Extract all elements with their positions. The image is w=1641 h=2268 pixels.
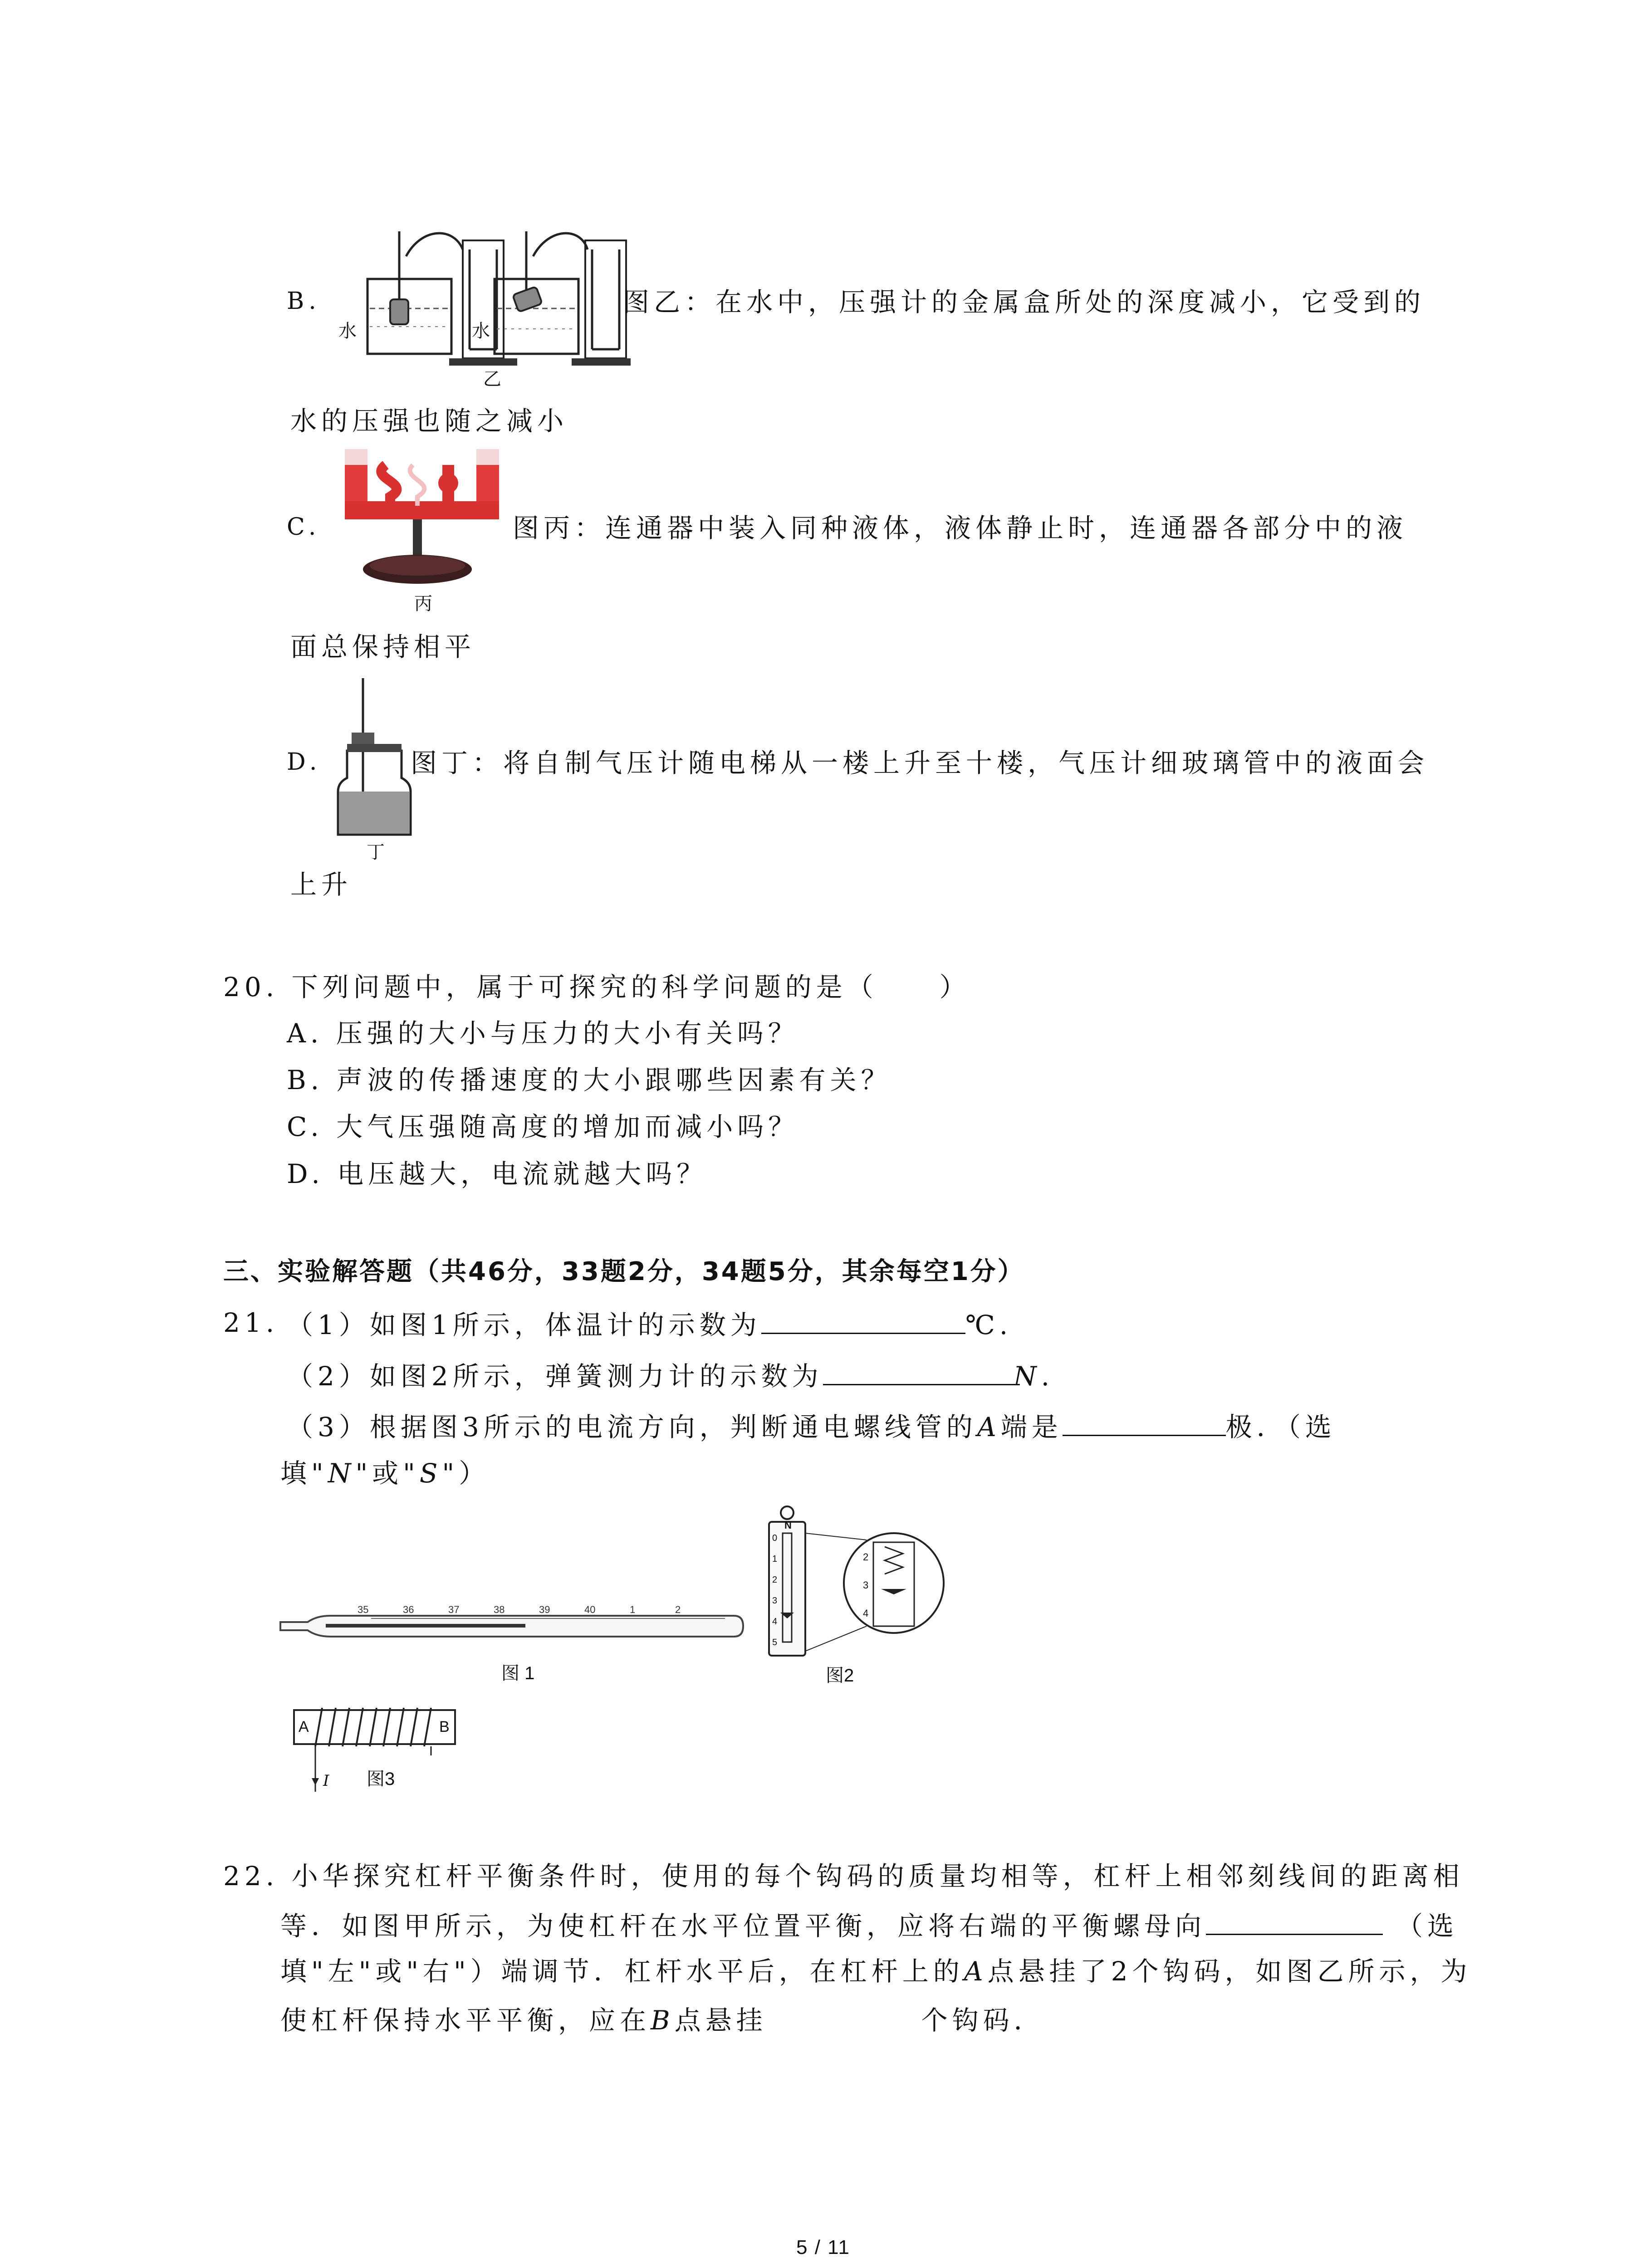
q21-blank-1[interactable] (761, 1306, 965, 1334)
spring-zoom-tick-label: 4 (863, 1608, 869, 1619)
q20-option-a: A. 压强的大小与压力的大小有关吗？ (287, 1018, 799, 1049)
q21-part3-prefix: （3）根据图3所示的电流方向，判断通电螺线管的 (287, 1412, 977, 1442)
q22-line4-prefix: 使杠杆保持水平平衡，应在 (280, 2005, 651, 2036)
q21-part3 (287, 1408, 1336, 1443)
current-label: I (323, 1772, 329, 1790)
solenoid-end-a: A (299, 1718, 309, 1735)
q21-fill-open: 填" (280, 1458, 328, 1489)
spring-scale-unit-label: N (784, 1520, 792, 1531)
q21-part2-unit: N (1013, 1361, 1041, 1392)
solenoid-end-b: B (439, 1718, 450, 1735)
q21-part3-suffix: 极．（选 (1225, 1412, 1336, 1442)
q21-part3-line2 (280, 1457, 490, 1490)
q21-part3-var: A (977, 1412, 1001, 1442)
spring-zoom-tick-label: 2 (863, 1551, 869, 1563)
q21-part1-suffix: ℃. (965, 1310, 1013, 1340)
q22-line4-suffix: 个钩码． (921, 2005, 1045, 2036)
spring-scale-tick-label: 0 (772, 1533, 778, 1543)
option-d-letter: D. (287, 748, 322, 776)
q21-fill-or: "或" (355, 1458, 420, 1489)
q21-part2-prefix: （2）如图2所示，弹簧测力计的示数为 (287, 1361, 823, 1392)
q22-line4 (280, 2004, 1045, 2037)
q22-line3-suffix: 点悬挂了2个钩码，如图乙所示，为 (987, 1956, 1472, 1987)
spring-scale-tick-label: 1 (772, 1554, 778, 1564)
option-d-text-line1: 图丁：将自制气压计随电梯从一楼上升至十楼，气压计细玻璃管中的液面会 (411, 748, 1429, 778)
q21-blank-3[interactable] (1063, 1408, 1226, 1436)
q22-blank-1[interactable] (1206, 1907, 1383, 1935)
q21-fill-close: "） (442, 1458, 490, 1489)
thermometer-tick-label: 37 (448, 1604, 460, 1615)
q20-stem: 20. 下列问题中，属于可探究的科学问题的是（ ） (223, 972, 970, 1002)
q21-number: 21. (223, 1307, 279, 1338)
q22-line2 (280, 1907, 1458, 1942)
q21-blank-2[interactable] (823, 1358, 1014, 1385)
q22-line2-suffix: （选 (1396, 1911, 1459, 1941)
figure-caption-bing: 丙 (414, 593, 432, 614)
option-c-text-line1: 图丙：连通器中装入同种液体，液体静止时，连通器各部分中的液 (513, 513, 1408, 543)
thermometer-ticks (280, 1606, 743, 1647)
option-d-text-line2: 上升 (290, 869, 353, 900)
spring-scale-tick-label: 2 (772, 1575, 778, 1585)
q20-option-c: C. 大气压强随高度的增加而减小吗？ (287, 1111, 799, 1142)
option-b-text-line2: 水的压强也随之减小 (290, 406, 568, 436)
option-b-letter: B. (287, 288, 321, 315)
spring-scale-tick-label: 3 (772, 1596, 778, 1606)
communicating-vessel-figure (340, 447, 513, 606)
figure-3-caption: 图3 (367, 1769, 395, 1789)
spring-scale-tick-label: 5 (772, 1637, 778, 1647)
q21-option-s: S (419, 1458, 442, 1489)
q21-part2 (287, 1358, 1054, 1393)
option-c-letter: C. (287, 513, 321, 541)
figure-1-caption: 图 1 (501, 1663, 535, 1683)
thermometer-tick-label: 35 (358, 1604, 369, 1615)
q20-option-b: B. 声波的传播速度的大小跟哪些因素有关？ (287, 1065, 892, 1095)
pressure-gauge-figure (331, 222, 631, 399)
section-3-title: 三、实验解答题（共46分，33题2分，34题5分，其余每空1分） (223, 1257, 1025, 1286)
q21-option-n: N (328, 1458, 356, 1489)
thermometer-tick-label: 38 (494, 1604, 505, 1615)
thermometer-tick-label: 39 (539, 1604, 550, 1615)
figure-caption-yi: 乙 (483, 369, 501, 390)
q22-line1: 22. 小华探究杠杆平衡条件时，使用的每个钩码的质量均相等，杠杆上相邻刻线间的距离相 (223, 1861, 1464, 1892)
figure-2-caption: 图2 (826, 1666, 854, 1686)
q21-part3-mid: 端是 (1000, 1412, 1063, 1442)
spring-scale-tick-label: 4 (772, 1617, 778, 1627)
thermometer-tick-label: 1 (630, 1604, 636, 1615)
water-label-right: 水 (472, 321, 490, 342)
thermometer-tick-label: 40 (584, 1604, 596, 1615)
page-number: 5 / 11 (796, 2236, 850, 2258)
q21-part1 (287, 1306, 1012, 1341)
q22-line4-var: B (651, 2005, 675, 2036)
q22-line3-prefix: 填"左"或"右"）端调节．杠杆水平后，在杠杆上的 (280, 1956, 964, 1987)
option-c-text-line2: 面总保持相平 (290, 631, 476, 662)
thermometer-tick-label: 2 (675, 1604, 681, 1615)
water-label-left: 水 (338, 321, 357, 342)
q22-line4-mid: 点悬挂 (674, 2005, 767, 2036)
spring-scale-ticks (762, 1506, 944, 1660)
q22-line3 (280, 1955, 1472, 1988)
q22-line3-var: A (964, 1956, 988, 1987)
q20-option-d: D. 电压越大，电流就越大吗？ (287, 1158, 708, 1189)
figure-caption-ding: 丁 (367, 842, 385, 863)
q21-part2-end: . (1041, 1361, 1054, 1392)
option-b-text-line1: 图乙：在水中，压强计的金属盒所处的深度减小，它受到的 (623, 287, 1425, 318)
q21-part1-prefix: （1）如图1所示，体温计的示数为 (287, 1310, 761, 1340)
spring-zoom-tick-label: 3 (863, 1579, 869, 1591)
thermometer-tick-label: 36 (403, 1604, 414, 1615)
q22-line2-prefix: 等．如图甲所示，为使杠杆在水平位置平衡，应将右端的平衡螺母向 (280, 1911, 1206, 1941)
